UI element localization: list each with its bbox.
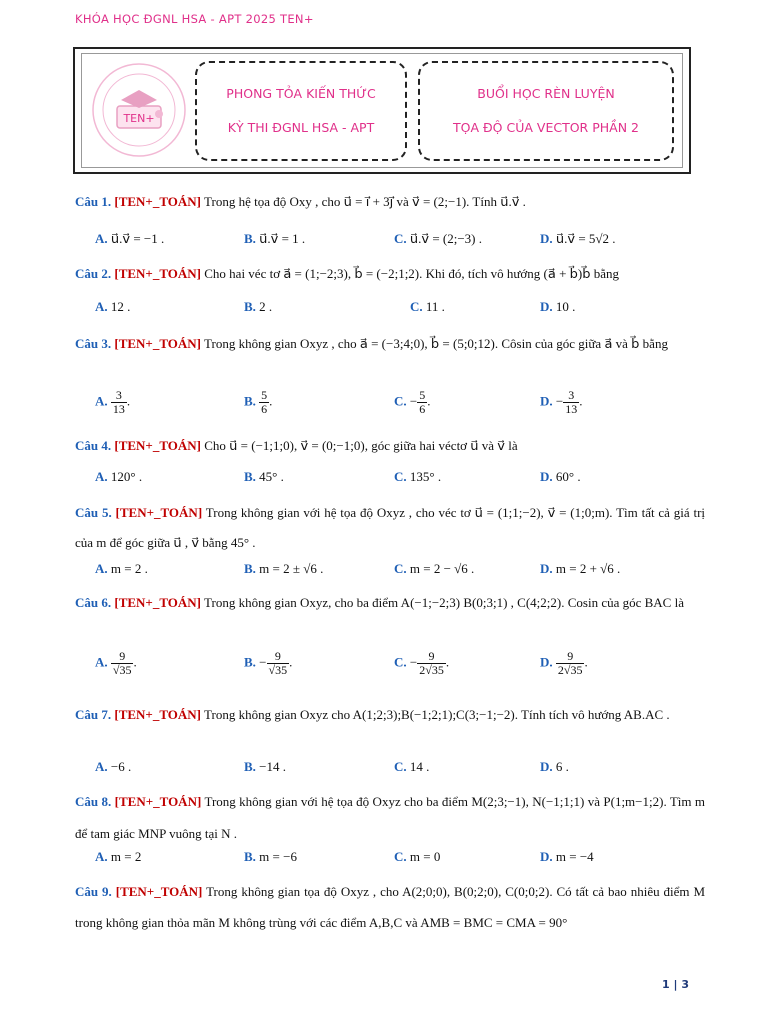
question-number: Câu 2. xyxy=(75,266,112,281)
question-text: Trong không gian Oxyz , cho a⃗ = (−3;4;0), b⃗ = (5;0;12). Côsin của góc giữa a⃗ và b⃗ bằng xyxy=(204,336,668,351)
question-tag: [TEN+_TOÁN] xyxy=(115,884,203,899)
question-6 xyxy=(75,587,705,619)
question-tag: [TEN+_TOÁN] xyxy=(114,794,202,809)
option-c: C. − $\frac{5}{6}$ . xyxy=(394,388,431,416)
option-c: C. − $\frac{9}{2√35}$ . xyxy=(394,649,450,677)
question-text: Trong không gian tọa độ Oxyz , cho A(2;0;0), B(0;2;0), C(0;0;2). Có tất cả bao nhiêu điểm M trong không gian thỏa mãn M không trùng với các điểm A,B,C và AMB = BMC = CMA = 90° xyxy=(75,884,706,930)
question-text: Trong không gian với hệ tọa độ Oxyz , cho véc tơ u⃗ = (1;1;−2), v⃗ = (1;0;m). Tìm tất cả giá trị của m để góc giữa u⃗ , v⃗ bằng 45° . xyxy=(75,505,706,550)
option-a: A. −6 . xyxy=(95,759,132,774)
question-7 xyxy=(75,699,705,731)
option-c: C. 11 . xyxy=(410,299,445,314)
option-d: D. $\frac{9}{2√35}$ . xyxy=(540,649,588,677)
question-tag: [TEN+_TOÁN] xyxy=(115,505,203,520)
option-a: A. m = 2 xyxy=(95,849,142,864)
question-number: Câu 6. xyxy=(75,595,112,610)
question-8 xyxy=(75,786,705,850)
option-c: C. 135° . xyxy=(394,469,442,484)
option-a: A. $\frac{3}{13}$ . xyxy=(95,388,131,416)
question-text: Cho hai véc tơ a⃗ = (1;−2;3), b⃗ = (−2;1;2). Khi đó, tích vô hướng (a⃗ + b⃗)b⃗ bằng xyxy=(204,266,620,281)
question-text: Trong hệ tọa độ Oxy , cho u⃗ = i⃗ + 3j⃗ và v⃗ = (2;−1). Tính u⃗.v⃗ . xyxy=(204,194,526,209)
option-c: C. 14 . xyxy=(394,759,430,774)
option-a: A. 120° . xyxy=(95,469,143,484)
option-c: C. u⃗.v⃗ = (2;−3) . xyxy=(394,231,483,246)
question-tag: [TEN+_TOÁN] xyxy=(114,707,201,722)
option-b: B. m = 2 ± √6 . xyxy=(244,561,324,576)
option-d: D. 6 . xyxy=(540,759,569,774)
title-banner xyxy=(73,47,691,174)
banner-left-line1: PHONG TỎA KIẾN THỨC xyxy=(226,86,376,101)
question-2 xyxy=(75,265,705,283)
page-header: KHÓA HỌC ĐGNL HSA - APT 2025 TEN+ xyxy=(75,12,314,26)
option-a: A. $\frac{9}{√35}$ . xyxy=(95,649,137,677)
question-text: Trong không gian với hệ tọa độ Oxyz cho ba điểm M(2;3;−1), N(−1;1;1) và P(1;m−1;2). Tìm m để tam giác MNP vuông tại N . xyxy=(75,794,706,841)
option-a: A. m = 2 . xyxy=(95,561,148,576)
question-text: Trong không gian Oxyz cho A(1;2;3);B(−1;2;1);C(3;−1;−2). Tính tích vô hướng AB.AC . xyxy=(204,707,670,722)
page-number: 1 | 3 xyxy=(662,978,689,991)
question-number: Câu 1. xyxy=(75,194,112,209)
option-d: D. 60° . xyxy=(540,469,581,484)
question-number: Câu 3. xyxy=(75,336,112,351)
option-b: B. 2 . xyxy=(244,299,273,314)
question-tag: [TEN+_TOÁN] xyxy=(114,194,201,209)
question-3 xyxy=(75,328,705,360)
question-number: Câu 9. xyxy=(75,884,112,899)
banner-right-line1: BUỔI HỌC RÈN LUYỆN xyxy=(477,86,615,101)
ten-plus-logo xyxy=(89,60,189,160)
option-b: B. − $\frac{9}{√35}$ . xyxy=(244,649,293,677)
question-text: Cho u⃗ = (−1;1;0), v⃗ = (0;−1;0), góc giữa hai véctơ u⃗ và v⃗ là xyxy=(204,438,518,453)
question-tag: [TEN+_TOÁN] xyxy=(114,595,201,610)
question-5 xyxy=(75,498,705,558)
option-b: B. −14 . xyxy=(244,759,287,774)
option-b: B. m = −6 xyxy=(244,849,297,864)
question-tag: [TEN+_TOÁN] xyxy=(114,336,201,351)
option-b: B. 45° . xyxy=(244,469,284,484)
question-number: Câu 5. xyxy=(75,505,112,520)
question-number: Câu 8. xyxy=(75,794,112,809)
question-9 xyxy=(75,876,705,938)
svg-text:TEN+: TEN+ xyxy=(123,112,155,125)
question-4 xyxy=(75,437,705,455)
option-a: A. 12 . xyxy=(95,299,131,314)
banner-left-line2: KỲ THI ĐGNL HSA - APT xyxy=(227,120,375,135)
option-d: D. − $\frac{3}{13}$ . xyxy=(540,388,583,416)
option-d: D. u⃗.v⃗ = 5√2 . xyxy=(540,231,616,246)
question-tag: [TEN+_TOÁN] xyxy=(114,266,201,281)
option-b: B. u⃗.v⃗ = 1 . xyxy=(244,231,306,246)
option-c: C. m = 0 xyxy=(394,849,441,864)
option-a: A. u⃗.v⃗ = −1 . xyxy=(95,231,165,246)
banner-right-line2: TỌA ĐỘ CỦA VECTOR PHẦN 2 xyxy=(453,120,639,135)
option-b: B. $\frac{5}{6}$ . xyxy=(244,388,273,416)
banner-right-box xyxy=(418,61,674,161)
option-d: D. m = 2 + √6 . xyxy=(540,561,621,576)
question-1 xyxy=(75,193,705,211)
question-number: Câu 4. xyxy=(75,438,112,453)
question-text: Trong không gian Oxyz, cho ba điểm A(−1;−2;3) B(0;3;1) , C(4;2;2). Cosin của góc BAC là xyxy=(204,595,684,610)
option-d: D. m = −4 xyxy=(540,849,594,864)
banner-left-box xyxy=(195,61,407,161)
question-number: Câu 7. xyxy=(75,707,112,722)
question-tag: [TEN+_TOÁN] xyxy=(114,438,201,453)
option-d: D. 10 . xyxy=(540,299,576,314)
option-c: C. m = 2 − √6 . xyxy=(394,561,475,576)
